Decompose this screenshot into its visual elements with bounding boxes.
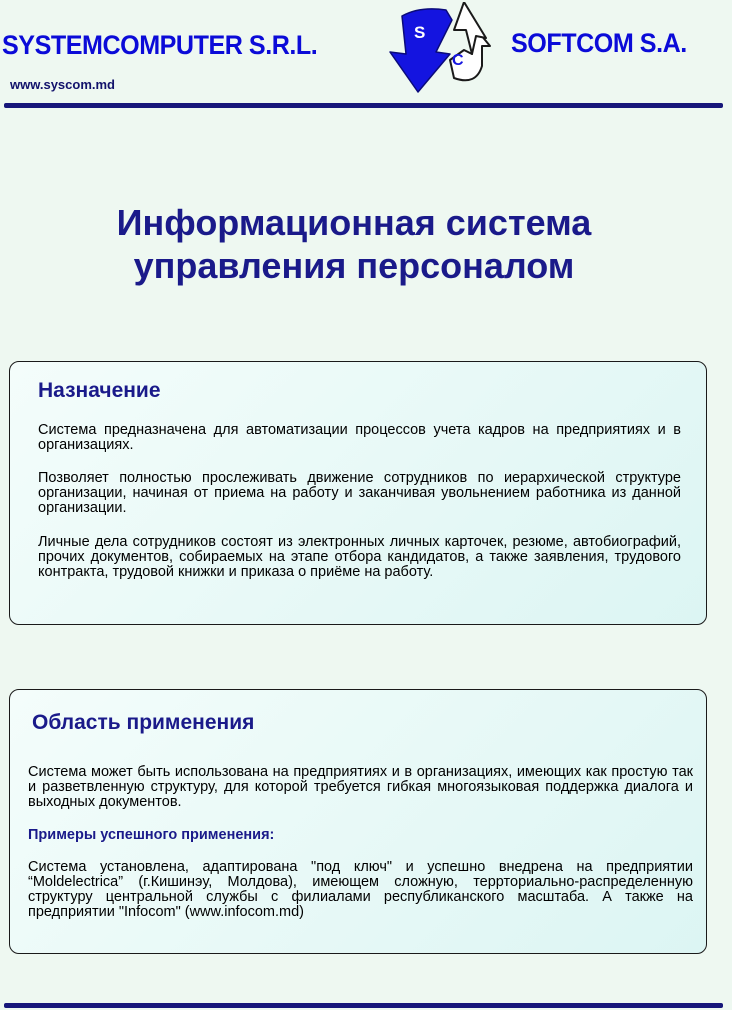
purpose-paragraph-3: Личные дела сотрудников состоят из электронных личных карточек, резюме, автобиографий, прочих документов, собираемых на этапе отбора кандидатов, а также заявления, трудового контракта, трудовой книжки и приказа о приёме на работу.: [38, 534, 681, 580]
footer-divider: [4, 1003, 723, 1008]
purpose-heading: Назначение: [38, 379, 161, 402]
logo-letter-c: C: [452, 52, 464, 69]
website-url: www.syscom.md: [10, 77, 115, 92]
company-name-left: SYSTEMCOMPUTER S.R.L.: [2, 30, 318, 60]
purpose-paragraph-2: Позволяет полностью прослеживать движение сотрудников по иерархической структуре организации, начиная от приема на работу и заканчивая увольнением работника из данной организации.: [38, 470, 681, 516]
purpose-paragraph-1: Система предназначена для автоматизации процессов учета кадров на предприятиях и в организациях.: [38, 422, 681, 453]
document-title-line-1: Информационная система: [116, 202, 592, 243]
scope-heading: Область применения: [32, 711, 255, 734]
examples-paragraph: Система установлена, адаптирована "под ключ" и успешно внедрена на предприятии “Moldelectrica” (г.Кишинэу, Молдова), имеющем сложную, террториально-распределенную структуру центральной службы с филиалами республиканского масштаба. А также на предприятии "Infocom" (www.infocom.md): [28, 859, 693, 920]
header-divider: [4, 103, 723, 108]
examples-heading: Примеры успешного применения:: [28, 827, 275, 843]
logo-down-arrow: [390, 9, 452, 92]
company-name-right: SOFTCOM S.A.: [511, 28, 687, 58]
purpose-panel: [9, 361, 707, 625]
scope-paragraph: Система может быть использована на предприятиях и в организациях, имеющих как простую так и разветвленную структуру, для которой требуется гибкая многоязыковая поддержка диалога и выходных документов.: [28, 764, 693, 810]
document-title-line-2: управления персоналом: [133, 245, 575, 286]
document-title: [0, 201, 708, 287]
scope-panel: [9, 689, 707, 954]
company-logo: [380, 2, 494, 94]
logo-letter-s: S: [414, 23, 426, 42]
